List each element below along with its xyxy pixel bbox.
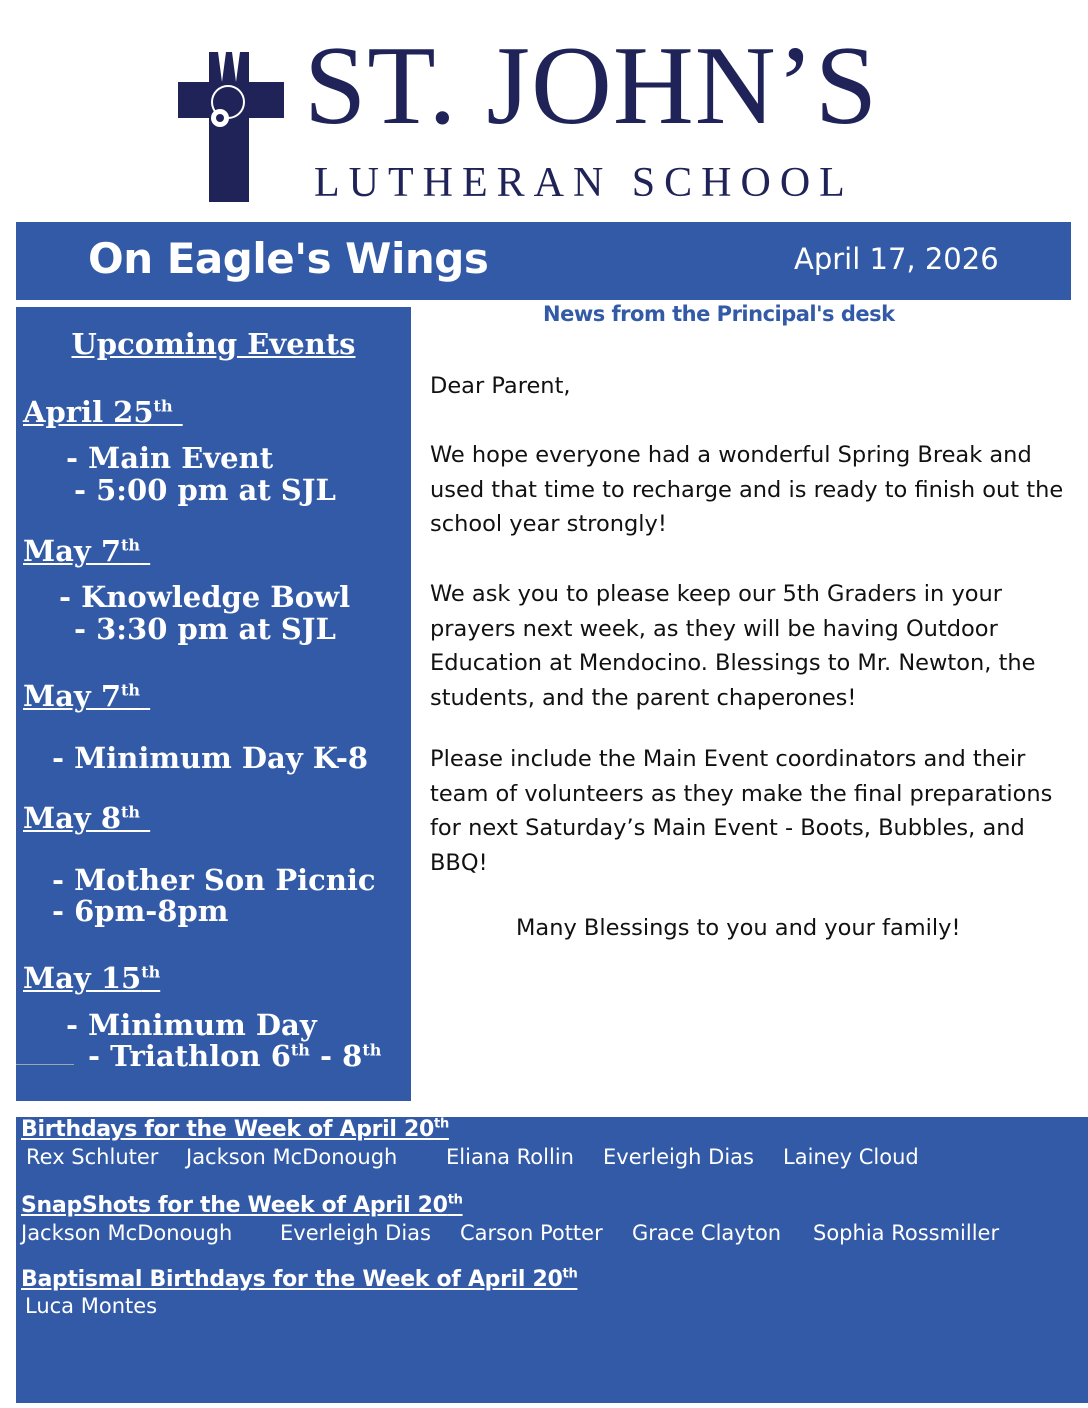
list-item: Grace Clayton [632, 1221, 782, 1245]
list-item: Everleigh Dias [280, 1221, 431, 1245]
event-date: May 15th [23, 961, 161, 995]
event-line: - 6pm-8pm [52, 894, 229, 928]
birthdays-heading: Birthdays for the Week of April 20th [21, 1116, 449, 1142]
news-greeting: Dear Parent, [430, 373, 571, 399]
list-item: Luca Montes [25, 1294, 158, 1318]
event-date: May 8th [23, 801, 141, 835]
list-item: Rex Schluter [26, 1145, 159, 1169]
event-line: - Main Event [66, 441, 274, 475]
news-paragraph: Please include the Main Event coordinators and their team of volunteers as they make the final preparations for next Saturday’s Main Event - Boots, Bubbles, and BBQ! [430, 746, 1053, 877]
event-line: - Triathlon 6th - 8th [88, 1039, 382, 1073]
principal-news-heading: News from the Principal's desk [543, 302, 895, 326]
upcoming-events-panel [16, 307, 411, 1101]
event-line: - 3:30 pm at SJL [74, 612, 336, 646]
list-item: Everleigh Dias [603, 1145, 754, 1169]
newsletter-date: April 17, 2026 [794, 242, 999, 276]
list-item: Jackson McDonough [186, 1145, 398, 1169]
event-date: May 7th [23, 679, 141, 713]
event-line: - Knowledge Bowl [59, 580, 351, 614]
event-date: May 7th [23, 534, 141, 568]
news-paragraph: We ask you to please keep our 5th Graders in your prayers next week, as they will be having Outdoor Education at Mendocino. Blessings to Mr. Newton, the students, and the parent chaperones! [430, 581, 1036, 712]
event-line: - 5:00 pm at SJL [74, 473, 336, 507]
newsletter-banner [16, 222, 1071, 300]
event-date: April 25th [23, 395, 173, 429]
news-closing: Many Blessings to you and your family! [516, 915, 961, 941]
event-line: - Mother Son Picnic [52, 863, 376, 897]
event-line: - Minimum Day K-8 [52, 741, 369, 775]
list-item: Carson Potter [460, 1221, 603, 1245]
school-name: ST. JOHN’S [304, 24, 879, 148]
cross-logo-icon [178, 52, 284, 202]
list-item: Sophia Rossmiller [813, 1221, 1000, 1245]
list-item: Lainey Cloud [783, 1145, 919, 1169]
event-line: - Minimum Day [66, 1008, 317, 1042]
divider [16, 1064, 74, 1065]
list-item: Jackson McDonough [21, 1221, 233, 1245]
snapshots-heading: SnapShots for the Week of April 20th [21, 1192, 463, 1218]
list-item: Eliana Rollin [446, 1145, 574, 1169]
newsletter-title: On Eagle's Wings [88, 234, 489, 283]
baptismal-heading: Baptismal Birthdays for the Week of April 20th [21, 1266, 578, 1292]
upcoming-events-heading: Upcoming Events [71, 327, 356, 361]
birthdays-panel [16, 1117, 1088, 1403]
news-paragraph: We hope everyone had a wonderful Spring Break and used that time to recharge and is ready to finish out the school year strongly! [430, 442, 1064, 538]
school-subtitle: LUTHERAN SCHOOL [314, 160, 854, 206]
